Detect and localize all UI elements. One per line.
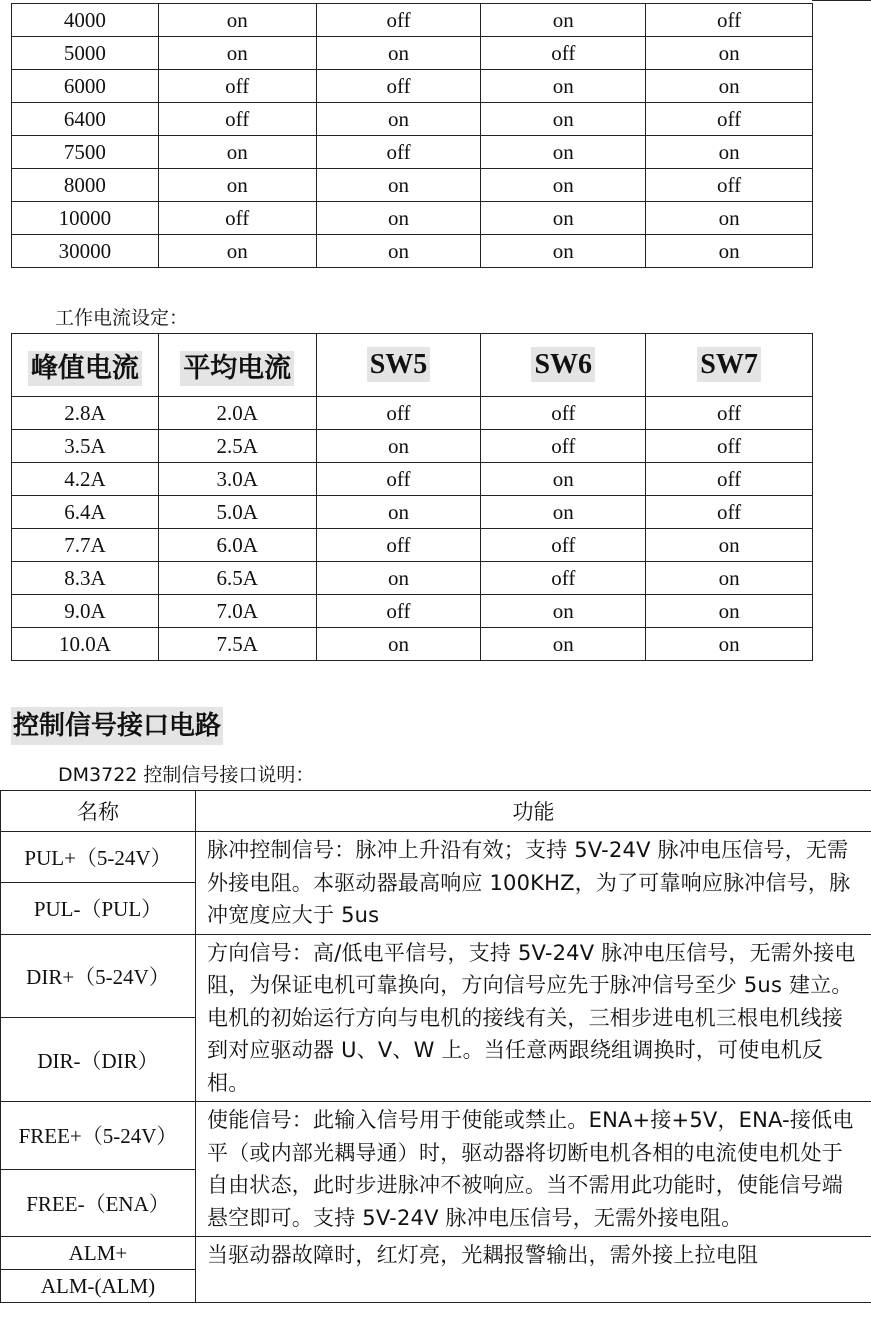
table-cell: on <box>481 463 646 496</box>
signal-name: PUL-（PUL） <box>1 883 196 934</box>
table-cell: off <box>646 103 813 136</box>
table-cell: 6000 <box>12 70 159 103</box>
table-cell: 7.0A <box>158 595 316 628</box>
table-cell: on <box>481 496 646 529</box>
signal-description: 使能信号：此输入信号用于使能或禁止。ENA+接+5V，ENA-接低电平（或内部光耦导通）时，驱动器将切断电机各相的电流使电机处于自由状态，此时步进脉冲不被响应。当不需用此功能时，使能信号端悬空即可。支持 5V-24V 脉冲电压信号，无需外接电阻。 <box>196 1102 871 1237</box>
table-cell: on <box>481 4 646 37</box>
table-cell: on <box>481 103 646 136</box>
table-cell: off <box>481 529 646 562</box>
table-cell: off <box>481 397 646 430</box>
table-cell: off <box>646 4 813 37</box>
table-cell: off <box>158 202 316 235</box>
table-cell: off <box>158 103 316 136</box>
table-cell: 6.4A <box>12 496 159 529</box>
table-cell: on <box>316 496 481 529</box>
table-row <box>12 496 813 529</box>
table-cell: off <box>646 397 813 430</box>
table-cell: on <box>316 202 481 235</box>
table-cell: on <box>158 136 316 169</box>
table-cell: off <box>481 430 646 463</box>
table-row <box>12 37 813 70</box>
signal-name: DIR+（5-24V） <box>1 934 196 1018</box>
table-row <box>12 397 813 430</box>
table-row <box>12 202 813 235</box>
table-row <box>12 70 813 103</box>
signal-name: ALM-(ALM) <box>1 1270 196 1303</box>
table-cell: off <box>316 70 481 103</box>
table-row <box>12 4 813 37</box>
table-cell: on <box>316 37 481 70</box>
table-cell: off <box>646 430 813 463</box>
table-cell: 7500 <box>12 136 159 169</box>
sw6-header: SW6 <box>531 347 595 382</box>
table-cell: off <box>646 463 813 496</box>
table-cell: 6400 <box>12 103 159 136</box>
table-cell: on <box>481 169 646 202</box>
table-cell: off <box>316 463 481 496</box>
table-row <box>12 463 813 496</box>
table-cell: off <box>646 496 813 529</box>
table-cell: on <box>316 235 481 268</box>
signal-name: DIR-（DIR） <box>1 1018 196 1102</box>
table-cell: on <box>316 628 481 661</box>
table-cell: on <box>158 235 316 268</box>
table-cell: 3.0A <box>158 463 316 496</box>
table-cell: off <box>481 562 646 595</box>
signal-description: 方向信号：高/低电平信号，支持 5V-24V 脉冲电压信号，无需外接电阻，为保证电机可靠换向，方向信号应先于脉冲信号至少 5us 建立。电机的初始运行方向与电机的接线有关，三相步进电机三根电机线接到对应驱动器 U、V、W 上。当任意两跟绕组调换时，可使电机反相。 <box>196 934 871 1102</box>
top-rule <box>812 0 871 1</box>
table-row <box>12 562 813 595</box>
table-cell: off <box>481 37 646 70</box>
table-cell: 6.0A <box>158 529 316 562</box>
table-row <box>12 169 813 202</box>
table-cell: on <box>316 562 481 595</box>
table-cell: on <box>158 4 316 37</box>
table-cell: on <box>646 595 813 628</box>
sw5-header: SW5 <box>367 347 431 382</box>
average-current-header: 平均电流 <box>180 351 294 386</box>
table-cell: 3.5A <box>12 430 159 463</box>
table-cell: on <box>316 430 481 463</box>
table-cell: on <box>646 70 813 103</box>
function-header: 功能 <box>196 791 871 832</box>
table-cell: on <box>481 595 646 628</box>
table-cell: 2.8A <box>12 397 159 430</box>
table-row <box>12 529 813 562</box>
signal-table <box>0 790 871 1303</box>
table-cell: on <box>646 529 813 562</box>
table-cell: on <box>646 235 813 268</box>
current-table <box>11 333 813 661</box>
table-cell: 7.7A <box>12 529 159 562</box>
table-cell: on <box>481 202 646 235</box>
peak-current-header: 峰值电流 <box>28 351 142 386</box>
table-cell: on <box>316 103 481 136</box>
table-cell: off <box>316 397 481 430</box>
current-header-row <box>12 334 813 397</box>
table-cell: off <box>158 70 316 103</box>
table-cell: on <box>646 562 813 595</box>
table-cell: 6.5A <box>158 562 316 595</box>
section-heading: 控制信号接口电路 <box>11 707 223 745</box>
signal-description: 脉冲控制信号：脉冲上升沿有效；支持 5V-24V 脉冲电压信号，无需外接电阻。本驱动器最高响应 100KHZ，为了可靠响应脉冲信号，脉冲宽度应大于 5us <box>196 832 871 935</box>
table-cell: on <box>158 169 316 202</box>
table-cell: on <box>646 37 813 70</box>
table-cell: 4000 <box>12 4 159 37</box>
table-cell: off <box>316 136 481 169</box>
table-cell: on <box>646 136 813 169</box>
table-cell: off <box>316 529 481 562</box>
table-row <box>12 235 813 268</box>
signal-name: FREE+（5-24V） <box>1 1102 196 1170</box>
table-cell: 7.5A <box>158 628 316 661</box>
sw7-header: SW7 <box>697 347 761 382</box>
table-cell: 8000 <box>12 169 159 202</box>
table-row <box>12 136 813 169</box>
table-cell: on <box>316 169 481 202</box>
table-cell: on <box>158 37 316 70</box>
microstep-table <box>11 3 813 268</box>
table-cell: on <box>481 70 646 103</box>
table-cell: on <box>646 202 813 235</box>
table-cell: on <box>646 628 813 661</box>
table-cell: 2.0A <box>158 397 316 430</box>
table-cell: 5000 <box>12 37 159 70</box>
signal-name: PUL+（5-24V） <box>1 832 196 883</box>
table-row <box>12 430 813 463</box>
table-cell: off <box>316 595 481 628</box>
table-row <box>12 628 813 661</box>
table-cell: on <box>481 136 646 169</box>
signal-row <box>1 1237 871 1270</box>
table-cell: on <box>481 235 646 268</box>
table-cell: 9.0A <box>12 595 159 628</box>
table-cell: 5.0A <box>158 496 316 529</box>
table-cell: off <box>316 4 481 37</box>
signal-description: 当驱动器故障时，红灯亮，光耦报警输出，需外接上拉电阻 <box>196 1237 871 1303</box>
table-cell: 30000 <box>12 235 159 268</box>
signal-name: ALM+ <box>1 1237 196 1270</box>
signal-caption: DM3722 控制信号接口说明： <box>58 764 315 786</box>
table-cell: 10000 <box>12 202 159 235</box>
table-cell: off <box>646 169 813 202</box>
signal-row <box>1 832 871 883</box>
table-row <box>12 595 813 628</box>
table-cell: 4.2A <box>12 463 159 496</box>
table-cell: 8.3A <box>12 562 159 595</box>
name-header: 名称 <box>1 791 196 832</box>
current-caption: 工作电流设定： <box>55 307 189 329</box>
signal-row <box>1 934 871 1018</box>
signal-row <box>1 1102 871 1170</box>
signal-name: FREE-（ENA） <box>1 1169 196 1237</box>
table-cell: 10.0A <box>12 628 159 661</box>
signal-header-row <box>1 791 871 832</box>
table-cell: 2.5A <box>158 430 316 463</box>
table-cell: on <box>481 628 646 661</box>
table-row <box>12 103 813 136</box>
